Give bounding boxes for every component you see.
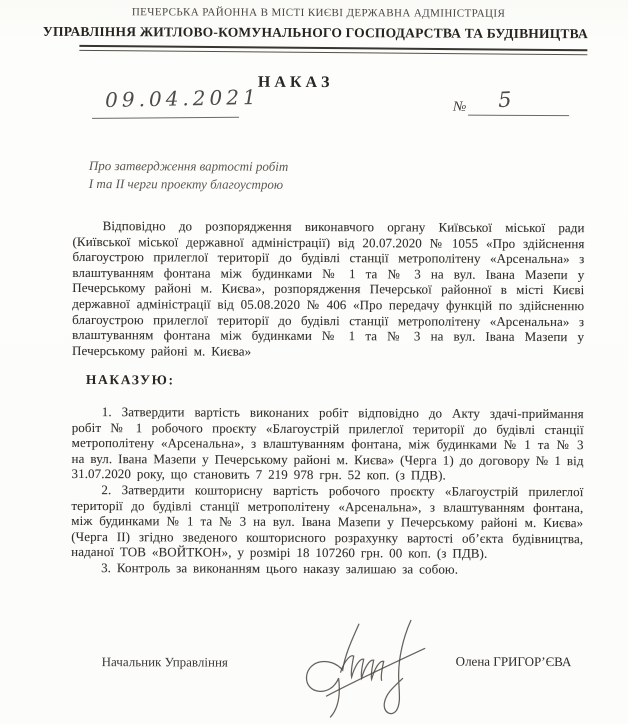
header-divider-rule	[79, 45, 587, 55]
order-date-handwritten: 09.04.2021	[104, 84, 260, 112]
order-item-3: 3. Контроль за виконанням цього наказу залишаю за собою.	[101, 560, 459, 577]
resolve-heading: НАКАЗУЮ:	[85, 372, 175, 388]
order-title: Н А К А З	[257, 73, 330, 92]
header-org-name: УПРАВЛІННЯ ЖИТЛОВО-КОМУНАЛЬНОГО ГОСПОДАРСТВА ТА БУДІВНИЦТВА	[42, 23, 588, 42]
signature-autograph-icon	[290, 616, 430, 723]
order-item-1: 1. Затвердити вартість виконаних робіт відповідно до Акту здачі-приймання робіт № 1 робочого проєкту «Благоустрій прилеглої території до будівлі станції метрополітену «Арсенальна», з влаштуванням фонтана, між будинками № 1 та № 3 на вул. Івана Мазепи у Печерському районі м. Києва» (Черга 1) до договору № 1 від 31.07.2020 року, що становить 7 219 978 грн. 52 коп. (з ПДВ).	[71, 404, 584, 483]
order-subject	[89, 157, 289, 194]
date-underline	[92, 117, 239, 119]
signature-name: Олена ГРИГОР’ЄВА	[455, 653, 572, 670]
header-parent-org: ПЕЧЕРСЬКА РАЙОННА В МІСТІ КИЄВІ ДЕРЖАВНА АДМІНІСТРАЦІЯ	[131, 6, 506, 20]
number-underline	[468, 115, 569, 116]
preamble-paragraph: Відповідно до розпорядження виконавчого органу Київської міської ради (Київської міської державної адміністрації) від 20.07.2020 № 1055 «Про здійснення благоустрою прилеглої території до будівлі станції метрополітену «Арсенальна» з влаштуванням фонтана між будинками № 1 та № 3 на вул. Івана Мазепи у Печерському районі м. Києва», розпорядження Печерської районної в місті Києві державної адміністрації від 05.08.2020 № 406 «Про передачу функцій по здійсненню благоустрою прилеглої території до будівлі станції метрополітену «Арсенальна» з влаштуванням фонтана між будинками № 1 та № 3 на вул. Івана Мазепи у Печерському районі м. Києва»	[72, 218, 585, 359]
signature-position-label: Начальник Управління	[101, 654, 228, 670]
order-number-handwritten: 5	[497, 87, 513, 113]
order-items	[71, 404, 584, 578]
order-number-label: №	[453, 99, 467, 115]
subject-line-1: Про затвердження вартості робіт	[88, 158, 289, 174]
order-item-2: 2. Затвердити кошторисну вартість робочого проєкту «Благоустрій прилеглої території до будівлі станції метрополітену «Арсенальна», з влаштуванням фонтана, між будинками № 1 та № 3 на вул. Івана Мазепи у Печерському районі м. Києва» (Черга ІІ) згідно зведеного кошторисного розрахунку вартості об’єкта будівництва, наданої ТОВ «ВОЙТКОН», у розмірі 18 107260 грн. 00 коп. (з ПДВ).	[71, 482, 584, 562]
subject-line-2: І та ІІ черги проекту благоустрою	[88, 176, 284, 192]
